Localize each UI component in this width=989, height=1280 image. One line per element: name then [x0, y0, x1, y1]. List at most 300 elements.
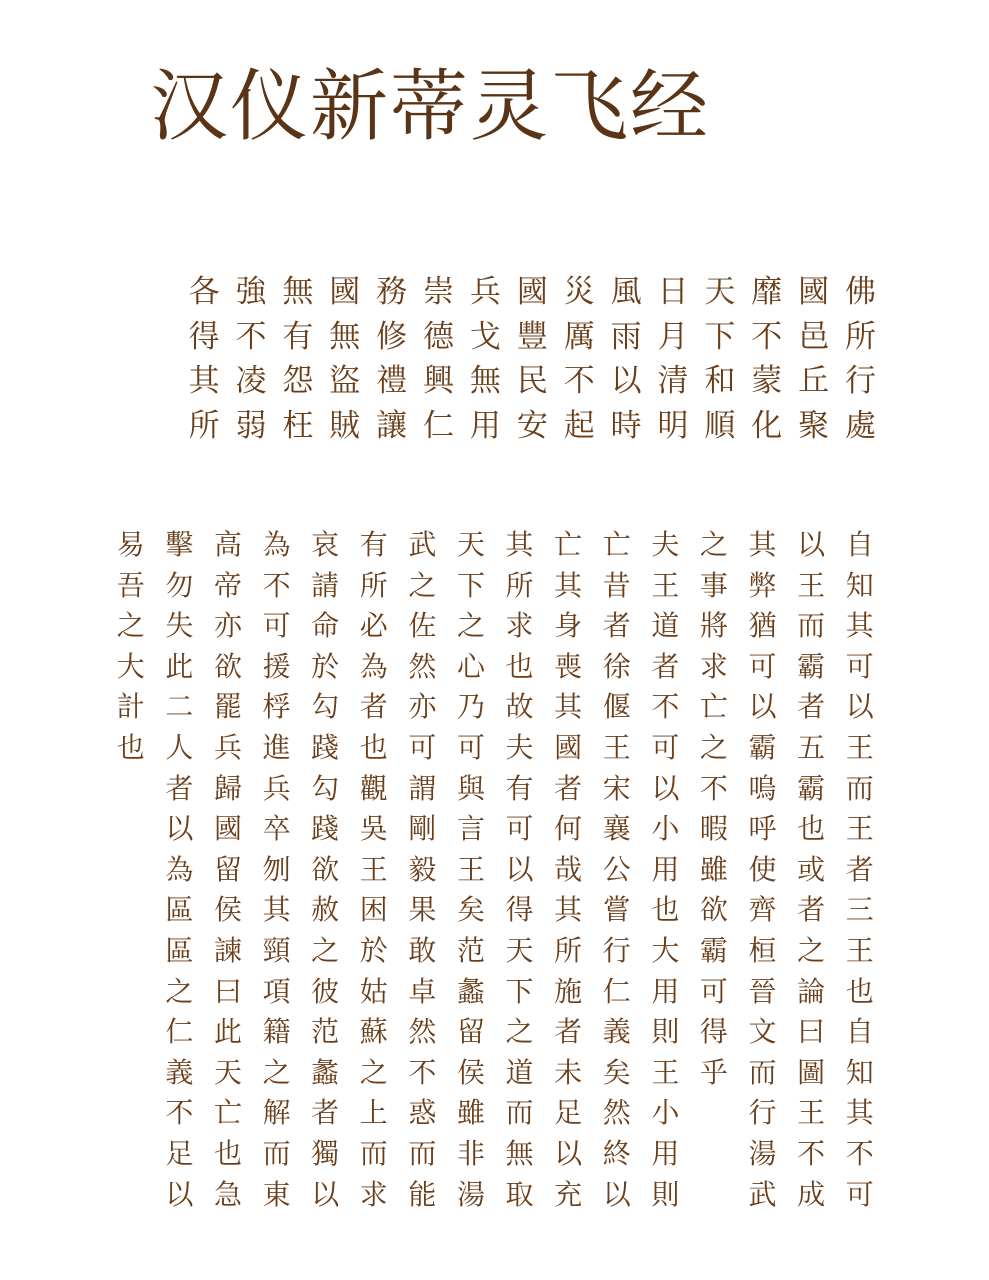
character: 仁: [165, 1015, 194, 1049]
character: 三: [845, 893, 874, 927]
prose-column: [738, 525, 787, 1225]
verse-column: [228, 270, 275, 460]
character: 王: [651, 1055, 680, 1089]
character: 處: [845, 407, 877, 444]
character: 曰: [213, 974, 242, 1008]
prose-column: [349, 525, 398, 1225]
character: 失: [165, 609, 194, 643]
character: 侯: [456, 1055, 485, 1089]
character: 國: [329, 274, 361, 310]
character: 下: [505, 974, 534, 1008]
prose-column: [641, 525, 690, 1225]
character: 有: [282, 318, 314, 355]
character: 勾: [311, 771, 340, 805]
character: 月: [657, 318, 689, 355]
character: 求: [359, 1177, 388, 1211]
character: 未: [554, 1055, 583, 1089]
character: 易: [116, 528, 145, 561]
character: 然: [408, 649, 437, 683]
character: 霸: [748, 730, 777, 764]
character: 成: [797, 1177, 826, 1211]
character: 行: [602, 933, 631, 967]
character: 枉: [282, 407, 314, 444]
character: 於: [359, 933, 388, 967]
character: 禮: [376, 363, 408, 399]
character: 可: [748, 649, 777, 683]
character: 猶: [748, 609, 777, 643]
character: 則: [651, 1177, 680, 1211]
character: 足: [554, 1096, 583, 1130]
character: 蘇: [359, 1015, 388, 1049]
character: 亡: [699, 690, 728, 724]
character: 丘: [798, 363, 830, 399]
character: 化: [751, 407, 783, 444]
character: 然: [408, 1015, 437, 1049]
character: 雨: [610, 318, 642, 355]
character: 順: [704, 407, 736, 444]
character: 國: [798, 274, 830, 310]
character: 之: [165, 974, 194, 1008]
character: 乃: [456, 690, 485, 724]
character: 之: [456, 609, 485, 643]
character: 用: [651, 974, 680, 1008]
character: 欲: [311, 852, 340, 886]
character: 吾: [116, 568, 145, 602]
character: 進: [262, 730, 291, 764]
character: 之: [262, 1055, 291, 1089]
character: 侯: [213, 893, 242, 927]
character: 襄: [602, 812, 631, 846]
character: 行: [748, 1096, 777, 1130]
character: 頸: [262, 933, 291, 967]
character: 也: [797, 812, 826, 846]
character: 佛: [845, 274, 877, 310]
character: 而: [748, 1055, 777, 1089]
character: 而: [408, 1136, 437, 1170]
character: 武: [748, 1177, 777, 1211]
character: 求: [505, 609, 534, 643]
character: 賊: [329, 407, 361, 444]
character: 而: [505, 1096, 534, 1130]
character: 者: [797, 893, 826, 927]
character: 湯: [456, 1177, 485, 1211]
character: 自: [845, 1015, 874, 1049]
character: 以: [554, 1136, 583, 1170]
verse-columns: [181, 270, 884, 460]
character: 之: [311, 933, 340, 967]
character: 興: [423, 363, 455, 399]
character: 計: [116, 690, 145, 724]
character: 用: [651, 852, 680, 886]
character: 大: [116, 649, 145, 683]
character: 盜: [329, 363, 361, 399]
character: 知: [845, 568, 874, 602]
character: 德: [423, 318, 455, 355]
verse-column: [509, 270, 556, 460]
character: 赦: [311, 893, 340, 927]
character: 其: [505, 528, 534, 561]
character: 以: [505, 852, 534, 886]
character: 大: [651, 933, 680, 967]
character: 兵: [213, 730, 242, 764]
character: 雖: [456, 1096, 485, 1130]
character: 哀: [311, 528, 340, 561]
character: 不: [165, 1096, 194, 1130]
character: 桴: [262, 690, 291, 724]
character: 其: [748, 528, 777, 561]
character: 讓: [376, 407, 408, 444]
character: 不: [563, 363, 595, 399]
character: 無: [505, 1136, 534, 1170]
character: 亦: [408, 690, 437, 724]
character: 亡: [213, 1096, 242, 1130]
character: 其: [554, 893, 583, 927]
character: 者: [602, 609, 631, 643]
character: 自: [845, 528, 874, 561]
character: 不: [751, 318, 783, 355]
character: 下: [704, 318, 736, 355]
character: 也: [651, 893, 680, 927]
prose-column: [252, 525, 301, 1225]
character: 有: [359, 528, 388, 561]
character: 此: [213, 1015, 242, 1049]
character: 和: [704, 363, 736, 399]
character: 國: [554, 730, 583, 764]
character: 急: [213, 1177, 242, 1211]
prose-column: [447, 525, 496, 1225]
character: 其: [845, 609, 874, 643]
character: 弊: [748, 568, 777, 602]
character: 其: [188, 363, 220, 399]
character: 可: [845, 1177, 874, 1211]
character: 乎: [699, 1055, 728, 1089]
character: 王: [456, 852, 485, 886]
character: 下: [456, 568, 485, 602]
character: 以: [602, 1177, 631, 1211]
character: 為: [165, 852, 194, 886]
character: 夫: [505, 730, 534, 764]
verse-column: [462, 270, 509, 460]
character: 可: [699, 974, 728, 1008]
character: 非: [456, 1136, 485, 1170]
character: 聚: [798, 407, 830, 444]
character: 身: [554, 609, 583, 643]
prose-column: [495, 525, 544, 1225]
character: 東: [262, 1177, 291, 1211]
prose-columns: [107, 525, 885, 1225]
verse-column: [415, 270, 462, 460]
character: 義: [165, 1055, 194, 1089]
character: 王: [602, 730, 631, 764]
character: 各: [188, 274, 220, 310]
character: 擊: [165, 528, 194, 561]
character: 使: [748, 852, 777, 886]
character: 仁: [423, 407, 455, 444]
character: 之: [699, 528, 728, 561]
prose-column: [690, 525, 739, 1225]
character: 強: [235, 274, 267, 310]
character: 高: [213, 528, 242, 561]
prose-column: [155, 525, 204, 1225]
character: 上: [359, 1096, 388, 1130]
character: 卒: [262, 812, 291, 846]
character: 也: [359, 730, 388, 764]
verse-column: [181, 270, 228, 460]
character: 昔: [602, 568, 631, 602]
character: 王: [797, 1096, 826, 1130]
character: 留: [456, 1015, 485, 1049]
character: 歸: [213, 771, 242, 805]
verse-column: [696, 270, 743, 460]
character: 兵: [469, 274, 501, 310]
character: 徐: [602, 649, 631, 683]
character: 罷: [213, 690, 242, 724]
character: 圖: [797, 1055, 826, 1089]
character: 天: [213, 1055, 242, 1089]
character: 困: [359, 893, 388, 927]
character: 安: [516, 407, 548, 444]
character: 之: [797, 933, 826, 967]
character: 者: [651, 649, 680, 683]
character: 小: [651, 812, 680, 846]
character: 不: [797, 1136, 826, 1170]
verse-column: [321, 270, 368, 460]
character: 而: [262, 1136, 291, 1170]
character: 者: [554, 1015, 583, 1049]
character: 用: [469, 407, 501, 444]
character: 謂: [408, 771, 437, 805]
character: 喪: [554, 649, 583, 683]
character: 湯: [748, 1136, 777, 1170]
character: 心: [456, 649, 485, 683]
character: 可: [456, 730, 485, 764]
character: 籍: [262, 1015, 291, 1049]
character: 為: [359, 649, 388, 683]
character: 邑: [798, 318, 830, 355]
character: 風: [610, 274, 642, 310]
character: 清: [657, 363, 689, 399]
character: 王: [845, 730, 874, 764]
character: 帝: [213, 568, 242, 602]
character: 所: [505, 568, 534, 602]
character: 得: [699, 1015, 728, 1049]
character: 災: [563, 274, 595, 310]
character: 矣: [602, 1055, 631, 1089]
character: 修: [376, 318, 408, 355]
character: 蠡: [311, 1055, 340, 1089]
character: 之: [699, 730, 728, 764]
character: 於: [311, 649, 340, 683]
character: 何: [554, 812, 583, 846]
character: 得: [188, 318, 220, 355]
character: 刎: [262, 852, 291, 886]
character: 不: [235, 318, 267, 355]
character: 亡: [554, 528, 583, 561]
character: 天: [505, 933, 534, 967]
character: 以: [845, 690, 874, 724]
prose-block: [107, 525, 885, 1225]
prose-column: [544, 525, 593, 1225]
character: 援: [262, 649, 291, 683]
character: 求: [699, 649, 728, 683]
character: 不: [845, 1136, 874, 1170]
verse-column: [368, 270, 415, 460]
character: 暇: [699, 812, 728, 846]
character: 偃: [602, 690, 631, 724]
character: 者: [165, 771, 194, 805]
character: 嗚: [748, 771, 777, 805]
prose-column: [301, 525, 350, 1225]
character: 無: [282, 274, 314, 310]
character: 霸: [699, 933, 728, 967]
character: 霸: [797, 771, 826, 805]
character: 以: [610, 363, 642, 399]
character: 蒙: [751, 363, 783, 399]
character: 矣: [456, 893, 485, 927]
prose-column: [204, 525, 253, 1225]
character: 與: [456, 771, 485, 805]
verse-column: [743, 270, 790, 460]
character: 蠡: [456, 974, 485, 1008]
character: 必: [359, 609, 388, 643]
verse-column: [790, 270, 837, 460]
character: 惑: [408, 1096, 437, 1130]
character: 所: [554, 933, 583, 967]
character: 毅: [408, 852, 437, 886]
character: 踐: [311, 812, 340, 846]
character: 豐: [516, 318, 548, 355]
character: 也: [505, 649, 534, 683]
character: 曰: [797, 1015, 826, 1049]
character: 留: [213, 852, 242, 886]
character: 哉: [554, 852, 583, 886]
character: 道: [505, 1055, 534, 1089]
character: 以: [311, 1177, 340, 1211]
prose-column: [107, 525, 156, 1225]
character: 明: [657, 407, 689, 444]
character: 以: [651, 771, 680, 805]
character: 足: [165, 1136, 194, 1170]
character: 宋: [602, 771, 631, 805]
prose-column: [835, 525, 884, 1225]
prose-column: [787, 525, 836, 1225]
character: 兵: [262, 771, 291, 805]
character: 嘗: [602, 893, 631, 927]
character: 吳: [359, 812, 388, 846]
character: 而: [845, 771, 874, 805]
character: 區: [165, 933, 194, 967]
character: 者: [359, 690, 388, 724]
character: 二: [165, 690, 194, 724]
character: 民: [516, 363, 548, 399]
character: 亦: [213, 609, 242, 643]
character: 不: [699, 771, 728, 805]
character: 欲: [213, 649, 242, 683]
character: 人: [165, 730, 194, 764]
character: 彼: [311, 974, 340, 1008]
verse-column: [650, 270, 697, 460]
character: 請: [311, 568, 340, 602]
verse-column: [603, 270, 650, 460]
character: 卓: [408, 974, 437, 1008]
character: 然: [602, 1096, 631, 1130]
character: 范: [456, 933, 485, 967]
character: 者: [797, 690, 826, 724]
character: 佐: [408, 609, 437, 643]
character: 勿: [165, 568, 194, 602]
character: 者: [311, 1096, 340, 1130]
character: 欲: [699, 893, 728, 927]
character: 王: [845, 812, 874, 846]
verse-block: [181, 270, 884, 460]
character: 天: [704, 274, 736, 310]
character: 之: [505, 1015, 534, 1049]
character: 而: [797, 609, 826, 643]
character: 呼: [748, 812, 777, 846]
character: 解: [262, 1096, 291, 1130]
character: 有: [505, 771, 534, 805]
verse-column: [837, 270, 884, 460]
character: 齊: [748, 893, 777, 927]
character: 終: [602, 1136, 631, 1170]
character: 用: [651, 1136, 680, 1170]
character: 日: [657, 274, 689, 310]
character: 可: [505, 812, 534, 846]
character: 命: [311, 609, 340, 643]
character: 知: [845, 1055, 874, 1089]
character: 得: [505, 893, 534, 927]
character: 可: [845, 649, 874, 683]
character: 姑: [359, 974, 388, 1008]
character: 王: [651, 568, 680, 602]
page-title: 汉仪新蒂灵飞经: [150, 62, 711, 152]
character: 崇: [423, 274, 455, 310]
character: 將: [699, 609, 728, 643]
character: 或: [797, 852, 826, 886]
character: 所: [359, 568, 388, 602]
character: 取: [505, 1177, 534, 1211]
character: 文: [748, 1015, 777, 1049]
character: 獨: [311, 1136, 340, 1170]
character: 國: [213, 812, 242, 846]
character: 無: [469, 363, 501, 399]
character: 無: [329, 318, 361, 355]
character: 霸: [797, 649, 826, 683]
character: 弱: [235, 407, 267, 444]
character: 則: [651, 1015, 680, 1049]
character: 也: [116, 730, 145, 764]
character: 公: [602, 852, 631, 886]
character: 不: [262, 568, 291, 602]
character: 觀: [359, 771, 388, 805]
character: 果: [408, 893, 437, 927]
character: 其: [262, 893, 291, 927]
character: 勾: [311, 690, 340, 724]
character: 雖: [699, 852, 728, 886]
character: 起: [563, 407, 595, 444]
verse-column: [274, 270, 321, 460]
character: 事: [699, 568, 728, 602]
character: 靡: [751, 274, 783, 310]
character: 也: [213, 1136, 242, 1170]
character: 亡: [602, 528, 631, 561]
prose-column: [592, 525, 641, 1225]
character: 義: [602, 1015, 631, 1049]
character: 行: [845, 363, 877, 399]
character: 不: [651, 690, 680, 724]
character: 道: [651, 609, 680, 643]
character: 戈: [469, 318, 501, 355]
